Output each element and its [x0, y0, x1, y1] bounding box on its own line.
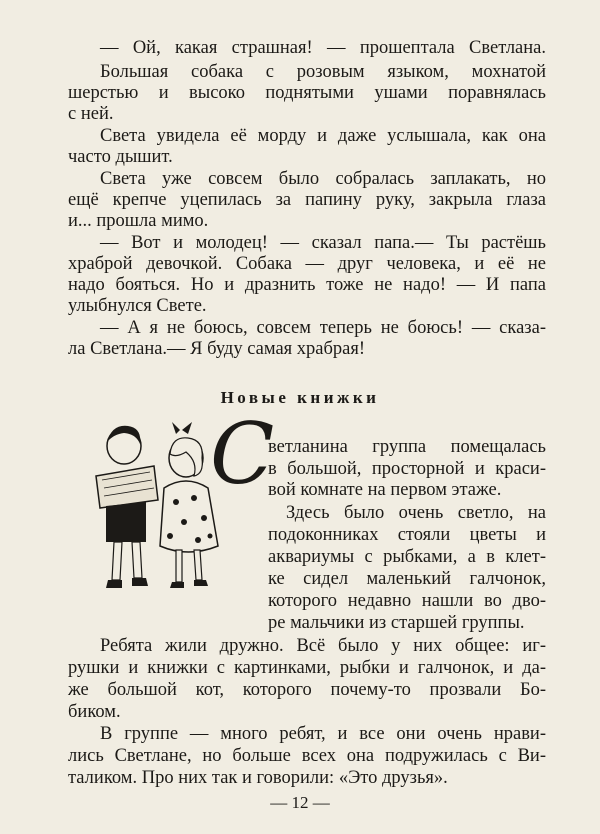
text-line: В группе — много ребят, и все они очень нрави-	[100, 724, 546, 744]
section-heading: Новые книжки	[220, 388, 380, 407]
text-line: подоконниках стояли цветы и	[268, 525, 546, 545]
text-line: которого недавно нашли во дво-	[268, 591, 546, 611]
text-line: же большой кот, которого почему-то прозвали Бо-	[68, 680, 546, 700]
page-number: — 12 —	[270, 793, 330, 812]
text-line: шерстью и высоко поднятыми ушами поравнялась	[68, 83, 546, 103]
text-line: надо бояться. Но и дразнить тоже не надо! — И папа	[68, 275, 546, 295]
text-line: ре мальчики из старшей группы.	[268, 613, 525, 633]
text-line: таликом. Про них так и говорили: «Это друзья».	[68, 768, 448, 788]
text-line: Ребята жили дружно. Всё было у них общее: иг-	[100, 636, 546, 656]
text-line: Света уже совсем было собралась заплакать, но	[100, 169, 546, 189]
text-line: Здесь было очень светло, на	[286, 503, 546, 523]
text-line: биком.	[68, 702, 121, 722]
text-line: аквариумы с рыбками, а в клет-	[268, 547, 546, 567]
text-line: храброй девочкой. Собака — друг человека, и её не	[68, 254, 546, 274]
text-line: в большой, просторной и краси-	[268, 459, 546, 479]
text-line: улыбнулся Свете.	[68, 296, 207, 316]
text-line: Большая собака с розовым языком, мохнатой	[100, 62, 546, 82]
text-line: ветланина группа помещалась	[268, 437, 546, 457]
drop-cap: С	[210, 405, 275, 503]
text-line: ке сидел маленький галчонок,	[268, 569, 546, 589]
text-line: — А я не боюсь, совсем теперь не боюсь! — сказа-	[100, 318, 546, 338]
text-line: лись Светлане, но больше всех она подружилась с Ви-	[68, 746, 546, 766]
text-line: ещё крепче уцепилась за папину руку, закрыла глаза	[68, 190, 546, 210]
text-line: и... прошла мимо.	[68, 211, 209, 231]
text-line: часто дышит.	[68, 147, 173, 167]
text-line: Света увидела её морду и даже услышала, как она	[100, 126, 546, 146]
text-line: вой комнате на первом этаже.	[268, 480, 502, 500]
text-line: — Вот и молодец! — сказал папа.— Ты растёшь	[100, 233, 546, 253]
text-line: с ней.	[68, 104, 114, 124]
text-line: ла Светлана.— Я буду самая храбрая!	[68, 339, 366, 359]
text-line: рушки и книжки с картинками, рыбки и галчонок, и да-	[68, 658, 546, 678]
text-line: — Ой, какая страшная! — прошептала Светлана.	[100, 38, 546, 58]
